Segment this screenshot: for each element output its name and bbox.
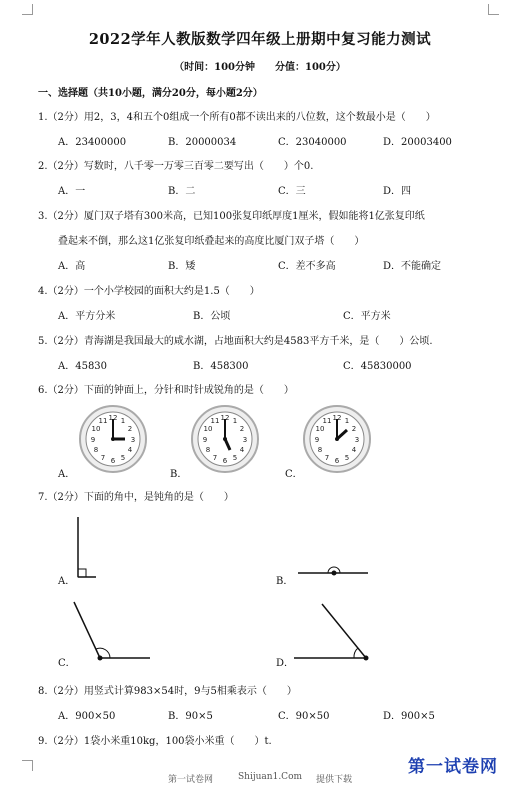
option-d[interactable]: D．900×5 [383,711,435,722]
svg-text:2: 2 [127,425,133,433]
svg-text:7: 7 [212,454,218,462]
option-c[interactable]: C．90×50 [278,711,330,722]
page-title: 2022学年人教版数学四年级上册期中复习能力测试 [88,31,432,48]
option-a[interactable]: A． [58,576,76,587]
svg-text:4: 4 [351,446,357,454]
svg-text:5: 5 [232,454,238,462]
clock-b-icon [190,404,260,474]
option-c[interactable]: C．45830000 [343,361,412,372]
question-2: 2.（2分）写数时，八千零一万零三百零二要写出（ ）个0. [38,161,314,172]
option-c[interactable]: C．三 [278,186,306,197]
svg-text:1: 1 [344,417,350,425]
svg-text:3: 3 [130,436,136,444]
clock-a-icon [78,404,148,474]
option-a[interactable]: A．45830 [58,361,108,372]
svg-text:11: 11 [98,417,108,425]
option-b[interactable]: B． [276,576,294,587]
svg-text:4: 4 [127,446,133,454]
svg-text:4: 4 [239,446,245,454]
svg-text:12: 12 [332,414,342,422]
question-9: 9.（2分）1袋小米重10kg，100袋小米重（ ）t. [38,736,272,747]
svg-text:7: 7 [100,454,106,462]
footer-download: 提供下载 [316,775,353,785]
crop-mark [22,4,33,15]
svg-text:6: 6 [334,457,340,465]
svg-text:7: 7 [324,454,330,462]
svg-text:12: 12 [108,414,118,422]
footer-site-name: 第一试卷网 [168,775,214,785]
option-a[interactable]: A．一 [58,186,86,197]
svg-text:1: 1 [120,417,126,425]
question-3-line2: 叠起来不倒，那么这1亿张复印纸叠起来的高度比厦门双子塔（ ） [58,236,365,247]
option-a[interactable]: A． [58,469,76,480]
question-1: 1.（2分）用2，3，4和五个0组成一个所有0都不读出来的八位数，这个数最小是（ ） [38,112,436,123]
option-d[interactable]: D．20003400 [383,137,452,148]
option-a[interactable]: A．高 [58,261,86,272]
svg-text:2: 2 [351,425,357,433]
option-b[interactable]: B．458300 [193,361,249,372]
option-d[interactable]: D．四 [383,186,412,197]
svg-text:1: 1 [232,417,238,425]
clock-c-icon [302,404,372,474]
svg-text:11: 11 [210,417,220,425]
option-c[interactable]: C．23040000 [278,137,347,148]
svg-text:11: 11 [322,417,332,425]
svg-text:5: 5 [120,454,126,462]
svg-text:12: 12 [220,414,230,422]
svg-text:5: 5 [344,454,350,462]
option-d[interactable]: D． [276,658,295,669]
option-a[interactable]: A．900×50 [58,711,116,722]
svg-text:10: 10 [91,425,101,433]
option-c[interactable]: C．平方米 [343,311,391,322]
footer-url[interactable]: Shijuan1.Com [238,772,303,782]
question-3: 3.（2分）厦门双子塔有300米高，已知100张复印纸厚度1厘米，假如能将1亿张复印纸 [38,211,425,222]
svg-text:9: 9 [90,436,96,444]
question-8: 8.（2分）用竖式计算983×54时，9与5相乘表示（ ） [38,686,297,697]
brand-watermark: 第一试卷网 [408,757,498,777]
svg-text:2: 2 [239,425,245,433]
svg-text:3: 3 [242,436,248,444]
acute-angle-icon [292,600,372,662]
svg-text:9: 9 [314,436,320,444]
option-b[interactable]: B． [170,469,188,480]
svg-text:8: 8 [205,446,211,454]
svg-text:6: 6 [110,457,116,465]
svg-text:6: 6 [222,457,228,465]
svg-text:8: 8 [93,446,99,454]
question-5: 5.（2分）青海湖是我国最大的咸水湖，占地面积大约是4583平方千米，是（ ）公顷. [38,336,433,347]
option-b[interactable]: B．二 [168,186,196,197]
question-6: 6.（2分）下面的钟面上，分针和时针成锐角的是（ ） [38,385,294,396]
option-b[interactable]: B．公顷 [193,311,231,322]
option-c[interactable]: C． [285,469,303,480]
option-b[interactable]: B．20000034 [168,137,237,148]
svg-text:10: 10 [315,425,325,433]
crop-mark [22,760,33,771]
page-subtitle: （时间：100分钟 分值：100分） [174,62,346,73]
option-a[interactable]: A．23400000 [58,137,127,148]
obtuse-angle-icon [72,600,152,662]
question-7: 7.（2分）下面的角中，是钝角的是（ ） [38,492,234,503]
svg-text:3: 3 [354,436,360,444]
option-d[interactable]: D．不能确定 [383,261,442,272]
svg-text:8: 8 [317,446,323,454]
option-b[interactable]: B．90×5 [168,711,213,722]
option-a[interactable]: A．平方分米 [58,311,116,322]
crop-mark [488,4,499,15]
option-c[interactable]: C．差不多高 [278,261,336,272]
option-c[interactable]: C． [58,658,76,669]
section-heading: 一、选择题（共10小题，满分20分，每小题2分） [38,88,263,99]
straight-angle-icon [296,566,370,580]
svg-text:9: 9 [202,436,208,444]
svg-text:10: 10 [203,425,213,433]
question-4: 4.（2分）一个小学校园的面积大约是1.5（ ） [38,286,260,297]
option-b[interactable]: B．矮 [168,261,196,272]
